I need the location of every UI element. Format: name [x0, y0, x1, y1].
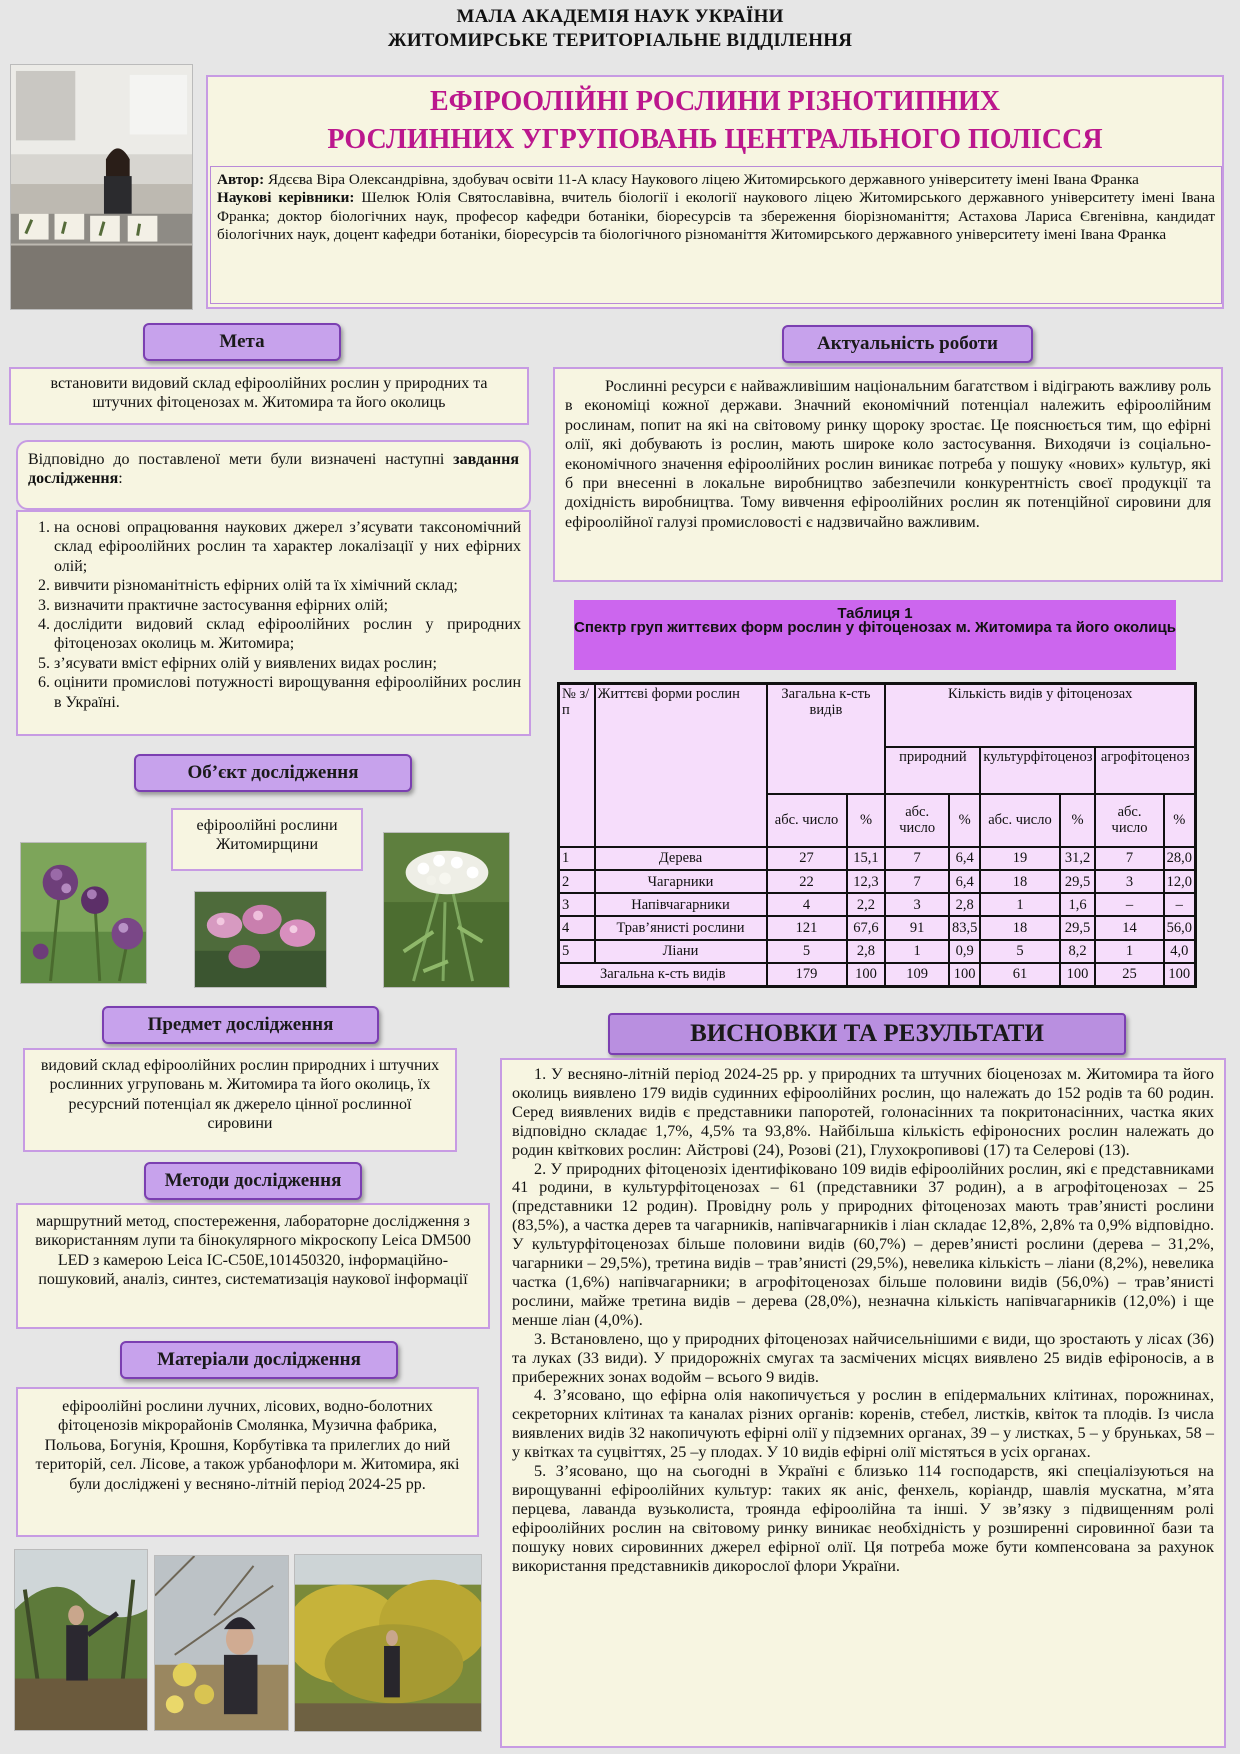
total-value-cell: 61: [980, 963, 1059, 987]
row-value-cell: 12,3: [847, 870, 886, 893]
author-photo: [10, 64, 193, 310]
task-item: 5. з’ясувати вміст ефірних олій у виявлених видах рослин;: [54, 654, 521, 673]
goal-text: встановити видовий склад ефіроолійних рослин у природних та штучних фітоценозах м. Житомира та його околиць: [9, 367, 529, 425]
division-name: ЖИТОМИРСЬКЕ ТЕРИТОРІАЛЬНЕ ВІДДІЛЕННЯ: [387, 30, 853, 51]
table-row: [559, 870, 1196, 893]
field-photo-2: [154, 1555, 289, 1731]
col-header-form: Життєві форми рослин: [595, 684, 767, 847]
row-value-cell: 3: [885, 893, 949, 916]
row-value-cell: 31,2: [1060, 847, 1096, 870]
row-value-cell: 5: [980, 940, 1059, 963]
row-value-cell: 8,2: [1060, 940, 1096, 963]
goal-heading: Мета: [143, 323, 341, 361]
conclusion-paragraph: 2. У природних фітоценозіх ідентифіковано 109 видів ефіроолійних рослин, які є представниками 41 родини, в культурфітоценозах – 61 (представники 37 родин), а в агрофітоценозах – 25 (представники 12 родин). Провідну роль у природних фітоценозах мають трав’янисті рослини (83,5%), а частка дерев та чагарників, напівчагарників і ліан складає 12,8%, 2,8% та 0,9% відповідно. У культурфітоценозах більше половини видів (60,7%) – дерев’янисті рослини (дерева – 31,2%, чагарники – 29,5%), третина видів – трав’янисті (29,5%), невелика кількість – ліани (8,2%), невелика частка (1,6%) напівчагарники; в агрофітоценозах більше половини видів (56,0%) – трав’янисті рослини, майже третина видів – дерева (28,0%), незначна кількість напівчагарників (12,0%) і ще менше ліан (4,0%).: [512, 1159, 1214, 1329]
col-header-num: № з/п: [559, 684, 595, 847]
total-value-cell: 100: [949, 963, 980, 987]
conclusion-paragraph: 1. У весняно-літній період 2024-25 рр. у природних та штучних біоценозах м. Житомира та його околиць виявлено 179 видів судинних ефіроолійних рослин, що належать до 152 родів та 60 родин. Серед виявлених видів є представники папоротей, голонасінних та покритонасінних, частка яких відповідно складає 1,7%, 4,5% та 93,8%. Найбільша кількість ефіроносних рослин належать до родин квіткових рослин: Айстрові (24), Розові (21), Глухокропивові (17) та Селерові (13).: [512, 1065, 1214, 1159]
authors-box: [210, 166, 1222, 304]
table-row: [559, 847, 1196, 870]
row-life-form: Трав’янисті рослини: [595, 916, 767, 939]
total-label: Загальна к-сть видів: [559, 963, 767, 987]
conclusions-box: [500, 1058, 1226, 1748]
tasks-intro-text: Відповідно до поставленої мети були визначені наступні: [28, 451, 454, 468]
row-value-cell: 1: [1095, 940, 1163, 963]
table-caption-title: Спектр груп життєвих форм рослин у фітоценозах м. Житомира та його околиць: [574, 619, 1176, 636]
col-header-abs: абс. число: [1095, 794, 1163, 847]
materials-text: ефіроолійні рослини лучних, лісових, водно-болотних фітоценозів мікрорайонів Смолянка, Музична фабрика, Польова, Богунія, Крошня, Корбутівка та прилеглих до ний територій, сел. Лісове, а також урбанофлори м. Житомира, які були досліджені у весняно-літній період 2024-25 рр.: [16, 1387, 479, 1537]
row-number: 2: [559, 870, 595, 893]
conclusion-paragraph: 3. Встановлено, що у природних фітоценозах найчисельнішими є види, що зростають у лісах (36) та луках (33 види). У придорожніх смугах та засмічених місцях виявлено 25 видів ефіроносів, а в прибережних зонах водойм – всього 9 видів.: [512, 1329, 1214, 1386]
row-value-cell: 27: [767, 847, 847, 870]
row-value-cell: 7: [885, 870, 949, 893]
total-value-cell: 179: [767, 963, 847, 987]
row-life-form: Напівчагарники: [595, 893, 767, 916]
row-value-cell: 2,8: [949, 893, 980, 916]
methods-text: маршрутний метод, спостереження, лабораторне дослідження з використанням лупи та бінокулярного мікроскопу Leica DM500 LED з камерою Leica IC-C50E,101450320, інформаційно-пошуковий, аналіз, синтез, систематизація наукової інформації: [16, 1203, 490, 1329]
col-header-pct: %: [1060, 794, 1096, 847]
row-value-cell: 22: [767, 870, 847, 893]
row-number: 3: [559, 893, 595, 916]
col-header-abs: абс. число: [767, 794, 847, 847]
field-photo-3: [294, 1554, 482, 1732]
advisors-text: Шелюк Юлія Святославівна, вчитель біології і екології наукового ліцею Житомирського державного університету імені Івана Франка; доктор біологічних наук, професор кафедри ботаніки, біоресурсів та збереження біорізноманіття; Астахова Лариса Євгенівна, кандидат біологічних наук, доцент кафедри ботаніки, біоресурсів та біологічного різноманіття Житомирського державного університету імені Івана Франка: [217, 189, 1215, 244]
row-value-cell: 18: [980, 916, 1059, 939]
task-item: 2. вивчити різноманітність ефірних олій та їх хімічний склад;: [54, 576, 521, 595]
row-value-cell: –: [1164, 893, 1196, 916]
task-item: 4. дослідити видовий склад ефіроолійних рослин у природних фітоценозах околиць м. Житомира;: [54, 615, 521, 654]
tasks-list: [16, 510, 531, 736]
col-header-abs: абс. число: [980, 794, 1059, 847]
row-value-cell: 4: [767, 893, 847, 916]
task-item: 1. на основі опрацювання наукових джерел з’ясувати таксономічний склад ефіроолійних рослин та характер локалізації у них ефірних олій;: [54, 518, 521, 576]
author-label: Автор:: [217, 171, 265, 188]
total-value-cell: 109: [885, 963, 949, 987]
table-row: [559, 916, 1196, 939]
row-life-form: Чагарники: [595, 870, 767, 893]
row-value-cell: 4,0: [1164, 940, 1196, 963]
yarrow-photo: [383, 832, 510, 988]
relevance-heading: Актуальність роботи: [782, 325, 1033, 363]
task-item: 3. визначити практичне застосування ефірних олій;: [54, 596, 521, 615]
poster-title-line2: РОСЛИННИХ УГРУПОВАНЬ ЦЕНТРАЛЬНОГО ПОЛІССЯ: [327, 124, 1103, 155]
row-value-cell: 14: [1095, 916, 1163, 939]
col-header-pct: %: [847, 794, 886, 847]
row-number: 5: [559, 940, 595, 963]
col-header-pct: %: [949, 794, 980, 847]
row-value-cell: 91: [885, 916, 949, 939]
field-photo-1: [14, 1549, 148, 1731]
row-value-cell: 12,0: [1164, 870, 1196, 893]
relevance-text: Рослинні ресурси є найважливішим національним багатством і відіграють важливу роль в економіці кожної держави. Значний економічний потенціал належить ефіроолійним рослинам, попит на які на світовому ринку щороку зростає. Це пояснюється тим, що ефірні олії, які добувають із рослин, мають широке коло застосування. Виходячи із соціально-економічного значення ефіроолійних рослин виникає потреба у пошуку «нових» культур, які б при внесенні в локальне виробництво забезпечили конкурентність своєї продукції та дохідність виробництва. Тому вивчення ефіроолійних рослин як потенційної сировини для ефіроолійної галузі промисловості є надзвичайно важливим.: [553, 367, 1223, 582]
conclusions-heading: ВИСНОВКИ ТА РЕЗУЛЬТАТИ: [608, 1013, 1126, 1055]
oregano-photo: [194, 891, 327, 988]
row-life-form: Ліани: [595, 940, 767, 963]
row-value-cell: 0,9: [949, 940, 980, 963]
row-number: 4: [559, 916, 595, 939]
life-forms-table: [557, 682, 1197, 988]
row-value-cell: 5: [767, 940, 847, 963]
table-total-row: [559, 963, 1196, 987]
poster-title-line1: ЕФІРООЛІЙНІ РОСЛИНИ РІЗНОТИПНИХ: [429, 86, 1001, 117]
row-value-cell: 6,4: [949, 870, 980, 893]
total-value-cell: 100: [1164, 963, 1196, 987]
object-text: ефіроолійні рослини Житомирщини: [171, 808, 363, 871]
table-caption-number: Таблиця 1: [837, 605, 913, 622]
object-heading: Об’єкт дослідження: [134, 754, 412, 792]
tasks-intro: [16, 440, 531, 510]
row-value-cell: 121: [767, 916, 847, 939]
methods-heading: Методи дослідження: [144, 1162, 362, 1200]
total-value-cell: 100: [1060, 963, 1096, 987]
row-value-cell: 83,5: [949, 916, 980, 939]
row-value-cell: –: [1095, 893, 1163, 916]
table-row: [559, 940, 1196, 963]
table-row: [559, 893, 1196, 916]
row-value-cell: 18: [980, 870, 1059, 893]
row-value-cell: 3: [1095, 870, 1163, 893]
thyme-photo: [20, 842, 147, 984]
row-value-cell: 56,0: [1164, 916, 1196, 939]
organization-name: МАЛА АКАДЕМІЯ НАУК УКРАЇНИ: [456, 6, 784, 27]
total-value-cell: 100: [847, 963, 886, 987]
poster-title: [208, 83, 1222, 159]
row-value-cell: 7: [1095, 847, 1163, 870]
col-header-abs: абс. число: [885, 794, 949, 847]
col-header-cultural: культурфітоценоз: [980, 747, 1095, 793]
col-header-total: Загальна к-сть видів: [767, 684, 886, 794]
col-header-species: Кількість видів у фітоценозах: [885, 684, 1195, 748]
table-caption: [574, 600, 1176, 670]
col-header-agro: агрофітоценоз: [1095, 747, 1195, 793]
conclusion-paragraph: 4. З’ясовано, що ефірна олія накопичується у рослин в епідермальних клітинах, порожнинах, секреторних клітинах та каналах різних органів: коренів, стебел, листків, квіток та плодів. Із числа виявлених видів 32 накопичують ефірні олії у підземних органах, 39 – у листках, 5 – у бруньках, 58 – у квітках та суцвіттях, 25 –у плодах. У 10 видів ефірні олії містяться в усіх органах.: [512, 1386, 1214, 1462]
row-value-cell: 28,0: [1164, 847, 1196, 870]
advisors-label: Наукові керівники:: [217, 189, 355, 207]
row-value-cell: 29,5: [1060, 916, 1096, 939]
row-value-cell: 7: [885, 847, 949, 870]
row-value-cell: 1,6: [1060, 893, 1096, 916]
row-value-cell: 1: [980, 893, 1059, 916]
col-header-natural: природний: [885, 747, 980, 793]
conclusion-paragraph: 5. З’ясовано, що на сьогодні в Україні є близько 114 господарств, які спеціалізуються на вирощуванні ефіроолійних культур: таких як аніс, фенхель, коріандр, шавлія мускатна, м’ята перцева, лаванда вузьколиста, троянда ефіроолійна та інші. У зв’язку з підвищенням ролі ефіроолійних рослин на світовому ринку виникає необхідність у розширенні сировинної бази та пошуку нових сировинних джерел ефірної олії. Ця потреба може бути компенсована за рахунок використання представників дикорослої флори України.: [512, 1462, 1214, 1575]
subject-heading: Предмет дослідження: [102, 1006, 379, 1044]
row-value-cell: 6,4: [949, 847, 980, 870]
subject-text: видовий склад ефіроолійних рослин природних і штучних рослинних угруповань м. Житомира та його околиць, їх ресурсний потенціал як джерело цінної рослинної сировини: [23, 1048, 457, 1152]
row-value-cell: 15,1: [847, 847, 886, 870]
author-text: Ядєєва Віра Олександрівна, здобувач освіти 11-А класу Наукового ліцею Житомирського державного університету імені Івана Франка: [264, 171, 1139, 188]
tasks-intro-bold: завдання дослідження: [28, 451, 519, 488]
row-life-form: Дерева: [595, 847, 767, 870]
tasks-intro-end: :: [118, 470, 123, 488]
row-value-cell: 2,8: [847, 940, 886, 963]
row-value-cell: 67,6: [847, 916, 886, 939]
materials-heading: Матеріали дослідження: [120, 1341, 398, 1379]
total-value-cell: 25: [1095, 963, 1163, 987]
task-item: 6. оцінити промислові потужності вирощування ефіроолійних рослин в Україні.: [54, 673, 521, 712]
col-header-pct: %: [1164, 794, 1196, 847]
row-value-cell: 29,5: [1060, 870, 1096, 893]
row-value-cell: 2,2: [847, 893, 886, 916]
row-number: 1: [559, 847, 595, 870]
row-value-cell: 1: [885, 940, 949, 963]
row-value-cell: 19: [980, 847, 1059, 870]
